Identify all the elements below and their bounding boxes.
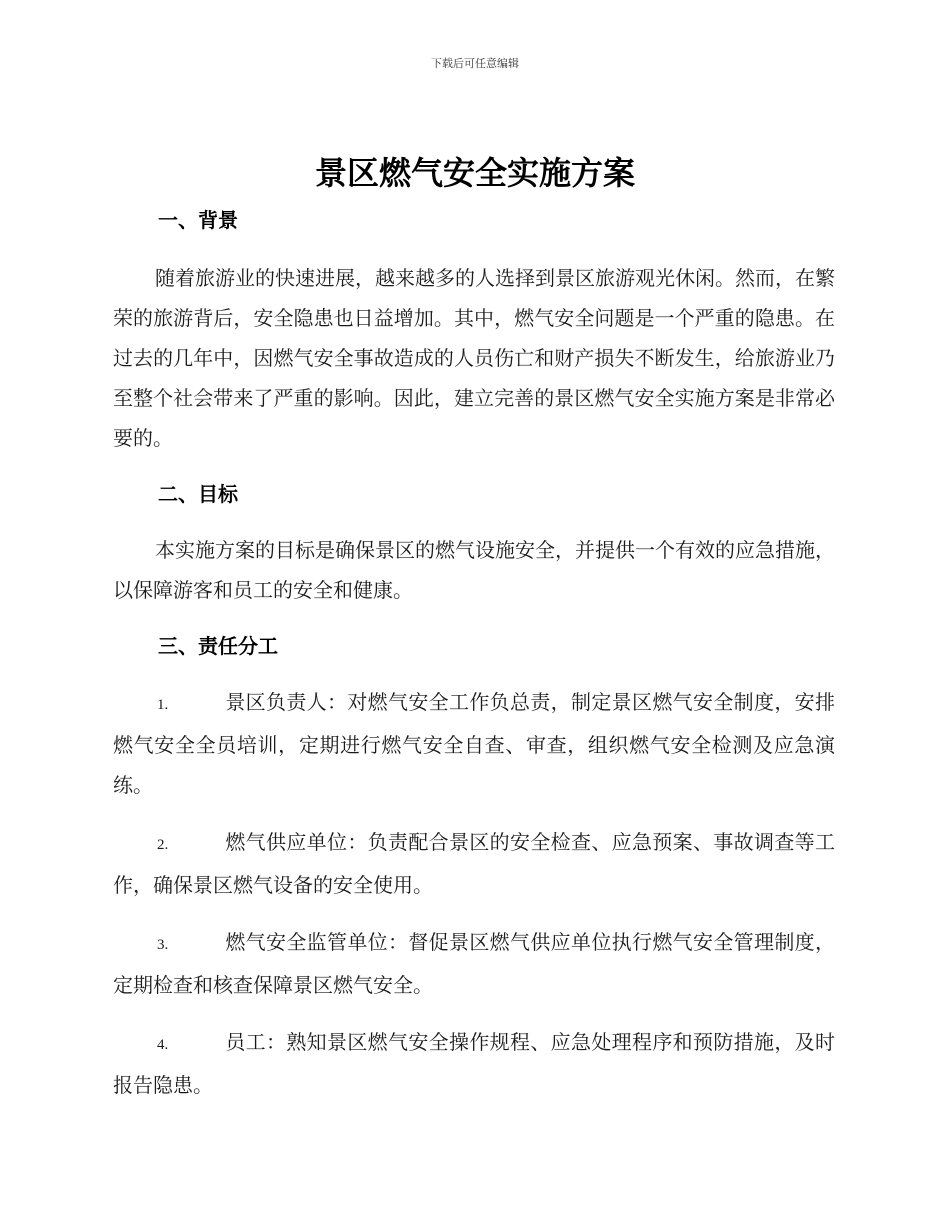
list-item-text: 燃气供应单位：负责配合景区的安全检查、应急预案、事故调查等工作，确保景区燃气设备的安全使用。 (113, 830, 835, 897)
list-item-number: 1. (157, 697, 169, 713)
section-heading-responsibilities: 三、责任分工 (158, 634, 278, 658)
list-item (113, 922, 835, 1005)
list-item (113, 822, 835, 905)
list-item-number: 2. (157, 837, 169, 853)
list-item (113, 682, 835, 805)
page-header: 下载后可任意编辑 (431, 57, 519, 70)
list-item-text: 景区负责人：对燃气安全工作负总责，制定景区燃气安全制度，安排燃气安全全员培训，定期进行燃气安全自查、审查，组织燃气安全检测及应急演练。 (113, 690, 835, 797)
list-item-text: 燃气安全监管单位：督促景区燃气供应单位执行燃气安全管理制度，定期检查和核查保障景区燃气安全。 (113, 930, 835, 997)
goal-paragraph: 本实施方案的目标是确保景区的燃气设施安全，并提供一个有效的应急措施，以保障游客和员工的安全和健康。 (113, 538, 835, 602)
list-item-number: 4. (157, 1037, 169, 1053)
list-item (113, 1022, 835, 1105)
document-title: 景区燃气安全实施方案 (314, 154, 635, 192)
document-body (113, 200, 835, 1105)
section-heading-goal: 二、目标 (158, 482, 238, 506)
section-heading-background: 一、背景 (158, 208, 238, 232)
background-paragraph: 随着旅游业的快速进展，越来越多的人选择到景区旅游观光休闲。然而，在繁荣的旅游背后，安全隐患也日益增加。其中，燃气安全问题是一个严重的隐患。在过去的几年中，因燃气安全事故造成的人员伤亡和财产损失不断发生，给旅游业乃至整个社会带来了严重的影响。因此，建立完善的景区燃气安全实施方案是非常必要的。 (113, 266, 835, 450)
list-item-text: 员工：熟知景区燃气安全操作规程、应急处理程序和预防措施，及时报告隐患。 (113, 1030, 835, 1097)
list-item-number: 3. (157, 937, 169, 953)
